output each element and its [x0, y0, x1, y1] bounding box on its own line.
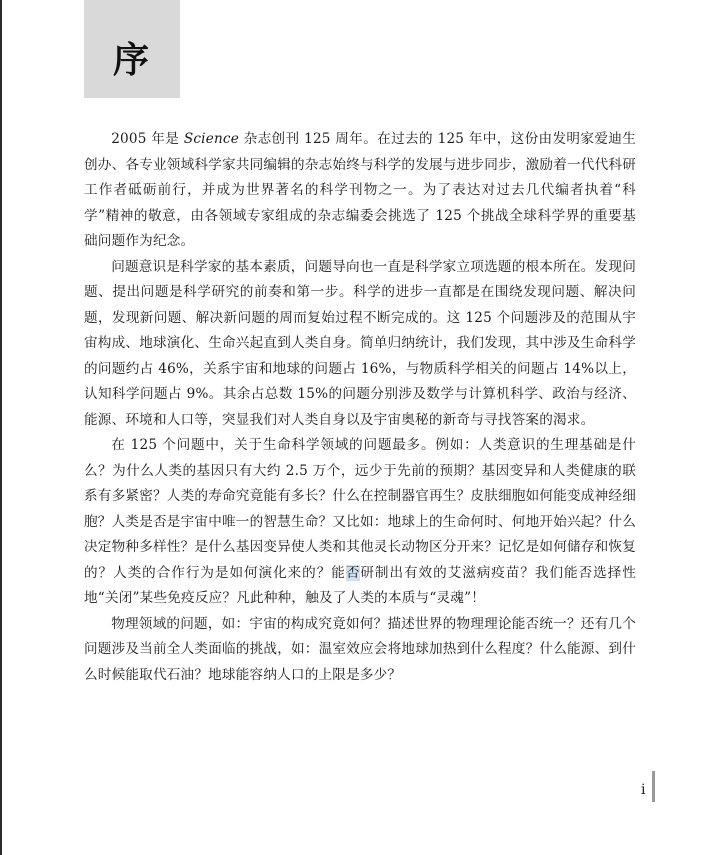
- paragraph-1-lead: 2005 年是: [111, 131, 184, 147]
- page-number: i: [641, 782, 646, 798]
- paragraph-1: [84, 127, 636, 255]
- page-left-border: [0, 0, 2, 855]
- text-selection-highlight[interactable]: 否: [345, 564, 361, 581]
- paragraph-2: 问题意识是科学家的基本素质，问题导向也一直是科学家立项选题的根本所在。发现问题、提出问题是科学研究的前奏和第一步。科学的进步一直都是在围绕发现问题、解决问题，发现新问题、解决新问题的周而复始过程不断完成的。这 125 个问题涉及的范围从宇宙构成、地球演化、生命兴起直到人类自身。简单归纳统计，我们发现，其中涉及生命科学的问题约占 46%，关系宇宙和地球的问题占 16%，与物质科学相关的问题占 14%以上，认知科学问题占 9%。其余占总数 15%的问题分别涉及数学与计算机科学、政治与经济、能源、环境和人口等，突显我们对人类自身以及宇宙奥秘的新奇与寻找答案的渴求。: [84, 258, 636, 428]
- paragraph-3-lead: 在 125 个问题中，关于生命科学领域的问题最多。例如：人类意识的生理基础是什么？为什么人类的基因只有大约 2.5 万个，远少于先前的预期？基因变异和人类健康的联系有多紧密？人类的寿命究竟能有多长？什么在控制器官再生？皮肤细胞如何能变成神经细胞？人类是否是宇宙中唯一的智慧生命？又比如：地球上的生命何时、何地开始兴起？什么决定物种多样性？是什么基因变异使人类和其他灵长动物区分开来？记忆是如何储存和恢复的？人类的合作行为是如何演化来的？能: [84, 437, 636, 581]
- body-text: [84, 127, 636, 688]
- scroll-position-mark: [652, 771, 655, 802]
- journal-name: Science: [183, 131, 239, 147]
- paragraph-3: [84, 433, 636, 612]
- paragraph-1-rest: 杂志创刊 125 周年。在过去的 125 年中，这份由发明家爱迪生创办、各专业领域科学家共同编辑的杂志始终与科学的发展与进步同步，激励着一代代科研工作者砥砺前行，并成为世界著名的科学刊物之一。为了表达对过去几代编者执着“科学”精神的敬意，由各领域专家组成的杂志编委会挑选了 125 个挑战全球科学界的重要基础问题作为纪念。: [84, 131, 637, 249]
- page-title: 序: [113, 40, 150, 81]
- paragraph-4: 物理领域的问题，如：宇宙的构成究竟如何？描述世界的物理理论能否统一？还有几个问题涉及当前全人类面临的挑战，如：温室效应会将地球加热到什么程度？什么能源、到什么时候能取代石油？地球能容纳人口的上限是多少？: [84, 615, 636, 683]
- paragraph-3-rest: 研制出有效的艾滋病疫苗？我们能否选择性地“关闭”某些免疫反应？凡此种种，触及了人类的本质与“灵魂”！: [84, 564, 636, 606]
